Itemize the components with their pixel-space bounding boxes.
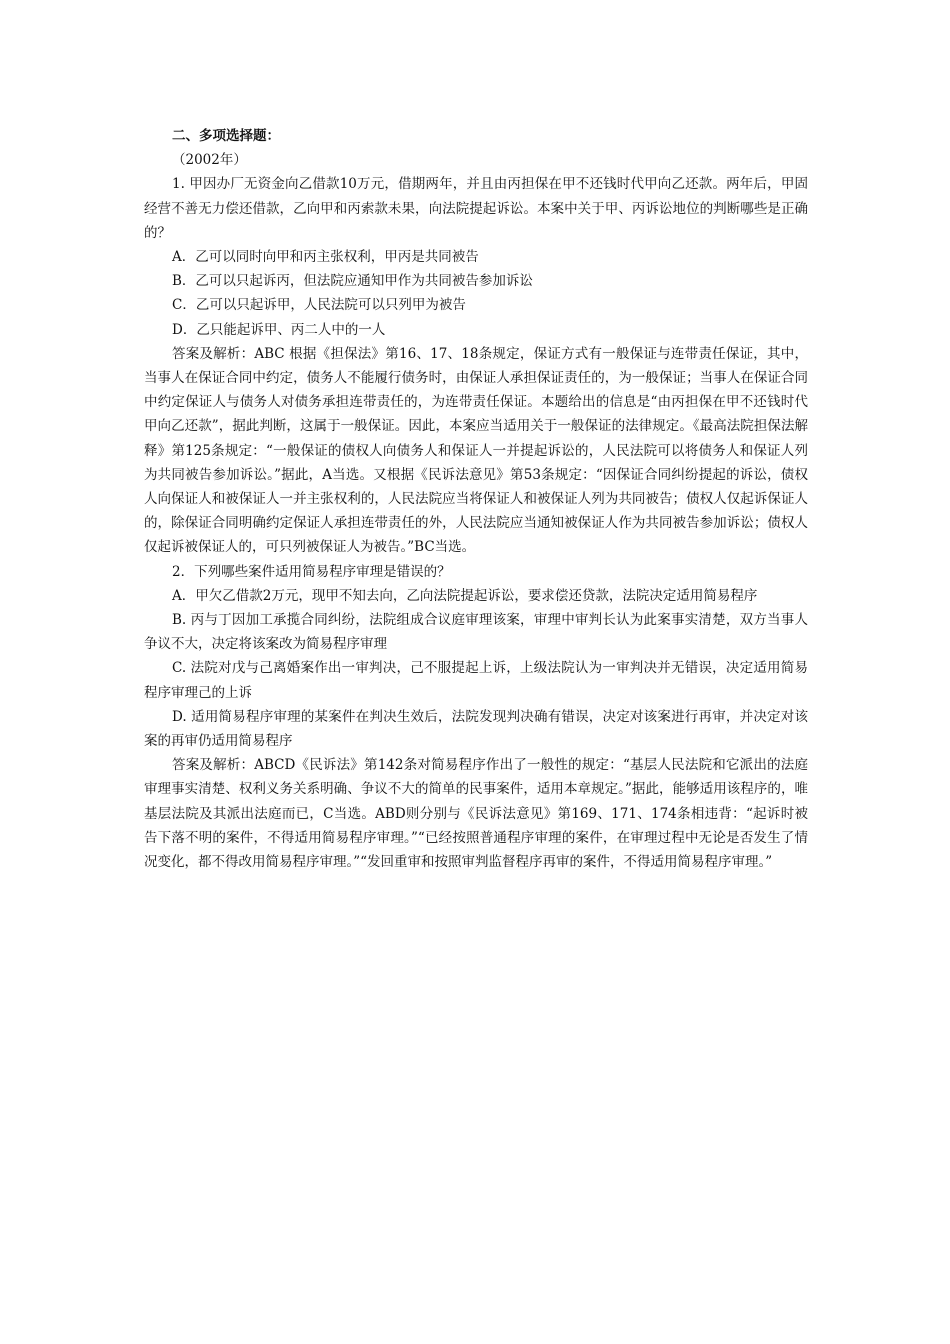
answer-analysis: 答案及解析：ABC 根据《担保法》第16、17、18条规定，保证方式有一般保证与连带责任保证，其中，当事人在保证合同中约定，债务人不能履行债务时，由保证人承担保证责任的，为一般保证；当事人在保证合同中约定保证人与债务人对债务承担连带责任的，为连带责任保证。本题给出的信息是“由丙担保在甲不还钱时代甲向乙还款”，据此判断，这属于一般保证。因此，本案应当适用关于一般保证的法律规定。《最高法院担保法解释》第125条规定：“一般保证的债权人向债务人和保证人一并提起诉讼的，人民法院可以将债务人和保证人列为共同被告参加诉讼。”据此，A当选。又根据《民诉法意见》第53条规定：“因保证合同纠纷提起的诉讼，债权人向保证人和被保证人一并主张权利的，人民法院应当将保证人和被保证人列为共同被告；债权人仅起诉保证人的，除保证合同明确约定保证人承担连带责任的外，人民法院应当通知被保证人作为共同被告参加诉讼；债权人仅起诉被保证人的，可只列被保证人为被告。”BC当选。 bbox=[144, 345, 808, 556]
question-stem: 1. 甲因办厂无资金向乙借款10万元，借期两年，并且由丙担保在甲不还钱时代甲向乙还款。两年后，甲固经营不善无力偿还借款，乙向甲和丙索款未果，向法院提起诉讼。本案中关于甲、丙诉讼地位的判断哪些是正确的？ bbox=[144, 176, 808, 241]
question-1 bbox=[144, 172, 808, 559]
question-stem: 2．下列哪些案件适用简易程序审理是错误的？ bbox=[172, 563, 451, 580]
section-title: 二、多项选择题： bbox=[172, 128, 280, 144]
option-a: A．乙可以同时向甲和丙主张权利，甲丙是共同被告 bbox=[172, 249, 479, 266]
option-b: B．乙可以只起诉丙，但法院应通知甲作为共同被告参加诉讼 bbox=[172, 273, 533, 290]
option-c: C. 法院对戊与己离婚案作出一审判决，己不服提起上诉，上级法院认为一审判决并无错误，决定适用简易程序审理己的上诉 bbox=[144, 660, 808, 701]
question-2 bbox=[144, 560, 808, 875]
answer-analysis: 答案及解析：ABCD《民诉法》第142条对简易程序作出了一般性的规定：“基层人民法院和它派出的法庭审理事实清楚、权利义务关系明确、争议不大的简单的民事案件，适用本章规定。”据此，能够适用该程序的，唯基层法院及其派出法庭而已，C当选。ABD则分别与《民诉法意见》第169、171、174条相违背：“起诉时被告下落不明的案件，不得适用简易程序审理。”“已经按照普通程序审理的案件，在审理过程中无论是否发生了情况变化，都不得改用简易程序审理。”“发回重审和按照审判监督程序再审的案件，不得适用简易程序审理。” bbox=[144, 757, 808, 871]
option-b: B. 丙与丁因加工承揽合同纠纷，法院组成合议庭审理该案，审理中审判长认为此案事实清楚，双方当事人争议不大，决定将该案改为简易程序审理 bbox=[144, 612, 808, 653]
document-page bbox=[144, 124, 808, 874]
option-d: D．乙只能起诉甲、丙二人中的一人 bbox=[172, 321, 386, 338]
option-c: C．乙可以只起诉甲，人民法院可以只列甲为被告 bbox=[172, 297, 466, 314]
option-a: A．甲欠乙借款2万元，现甲不知去向，乙向法院提起诉讼，要求偿还贷款，法院决定适用简易程序 bbox=[172, 587, 758, 604]
year-label: （2002年） bbox=[172, 152, 247, 169]
option-d: D. 适用简易程序审理的某案件在判决生效后，法院发现判决确有错误，决定对该案进行再审，并决定对该案的再审仍适用简易程序 bbox=[144, 708, 808, 750]
